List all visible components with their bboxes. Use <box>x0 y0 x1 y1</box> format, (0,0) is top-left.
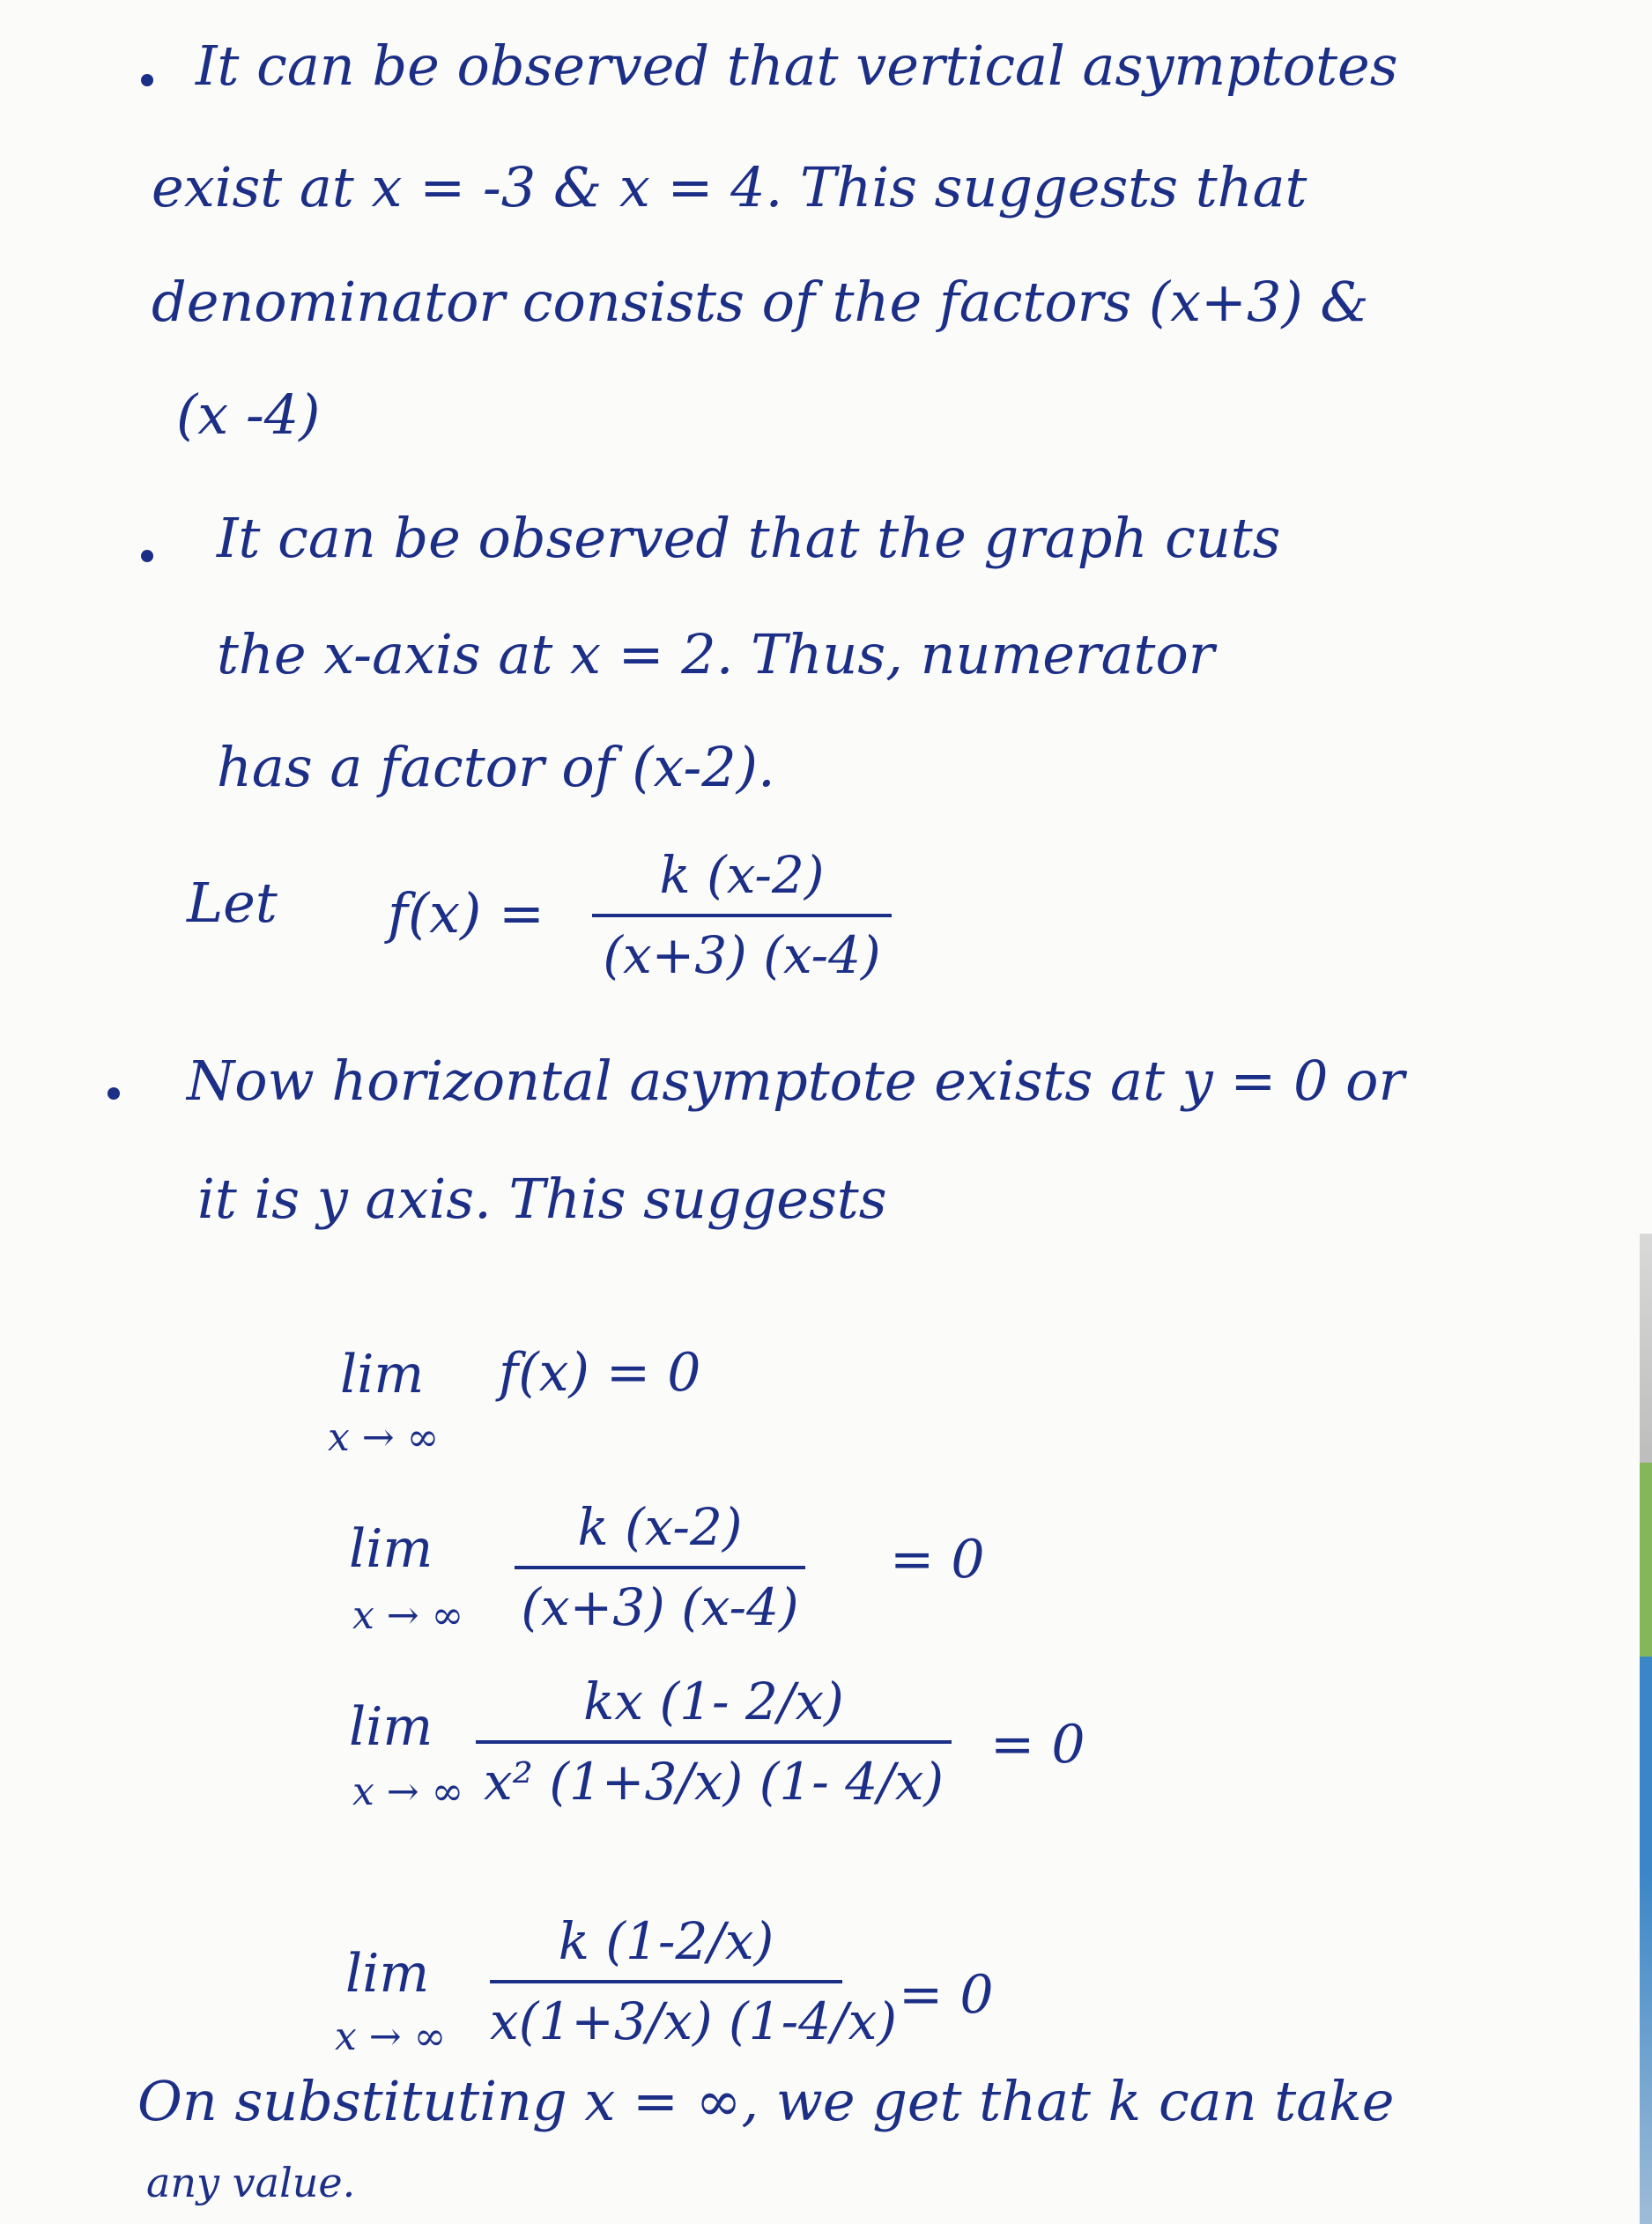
edge-strip-top <box>1640 1234 1652 1463</box>
lim-2-numerator: k (x-2) <box>577 1497 743 1557</box>
bullet-1 <box>141 74 153 86</box>
lim-3-label: lim <box>349 1696 433 1758</box>
lim-2-bar <box>515 1566 805 1569</box>
conclusion-line-2: any value. <box>146 2159 356 2206</box>
b2-line-1: It can be observed that the graph cuts <box>217 506 1281 570</box>
fraction-numerator: k (x-2) <box>659 845 825 905</box>
lim-3-bar <box>476 1740 952 1744</box>
lim-2-equals-zero: = 0 <box>890 1529 985 1590</box>
lim-4-subscript: x → ∞ <box>335 2014 447 2059</box>
fraction-bar <box>592 914 892 917</box>
b3-line-1: Now horizontal asymptote exists at y = 0 or <box>187 1049 1405 1113</box>
lim-4-bar <box>490 1980 842 1983</box>
b1-line-4: (x -4) <box>176 382 321 447</box>
b1-line-3: denominator consists of the factors (x+3) & <box>152 270 1369 334</box>
conclusion-line-1: On substituting x = ∞, we get that k can take <box>137 2069 1395 2133</box>
lim-3-equals-zero: = 0 <box>990 1714 1085 1775</box>
lim-3-denominator: x² (1+3/x) (1- 4/x) <box>483 1751 945 1812</box>
lim-2-subscript: x → ∞ <box>352 1593 464 1638</box>
lim-4-equals-zero: = 0 <box>899 1964 994 2026</box>
lim-2-label: lim <box>349 1518 433 1580</box>
lim-2-denominator: (x+3) (x-4) <box>521 1576 799 1637</box>
f-of-x-fraction <box>592 846 892 984</box>
b2-line-2: the x-axis at x = 2. Thus, numerator <box>217 622 1215 686</box>
lim-1-expression: f(x) = 0 <box>499 1342 701 1404</box>
lim-1-label: lim <box>340 1344 425 1405</box>
edge-strip-bottom <box>1640 1868 1652 2224</box>
edge-strip-blue <box>1640 1657 1652 1868</box>
lim-1-subscript: x → ∞ <box>328 1415 440 1460</box>
lim-3-numerator: kx (1- 2/x) <box>583 1672 844 1731</box>
b3-line-2: it is y axis. This suggests <box>197 1167 887 1231</box>
lim-3-subscript: x → ∞ <box>352 1769 464 1814</box>
b2-line-3: has a factor of (x-2). <box>217 735 775 799</box>
let-label: Let <box>187 871 278 935</box>
b1-line-2: exist at x = -3 & x = 4. This suggests that <box>152 155 1308 219</box>
bullet-3 <box>107 1087 120 1100</box>
lim-3-fraction <box>476 1672 952 1811</box>
fraction-denominator: (x+3) (x-4) <box>603 924 881 985</box>
lim-4-numerator: k (1-2/x) <box>558 1911 774 1971</box>
bullet-2 <box>141 550 153 562</box>
lim-2-fraction <box>515 1498 805 1636</box>
edge-strip-green <box>1640 1463 1652 1657</box>
lim-4-fraction <box>490 1911 897 2051</box>
b1-line-1: It can be observed that vertical asymptotes <box>196 33 1398 98</box>
lim-4-label: lim <box>345 1943 430 2005</box>
lim-4-denominator: x(1+3/x) (1-4/x) <box>490 1990 897 2051</box>
f-of-x-label: f(x) = <box>388 881 544 945</box>
